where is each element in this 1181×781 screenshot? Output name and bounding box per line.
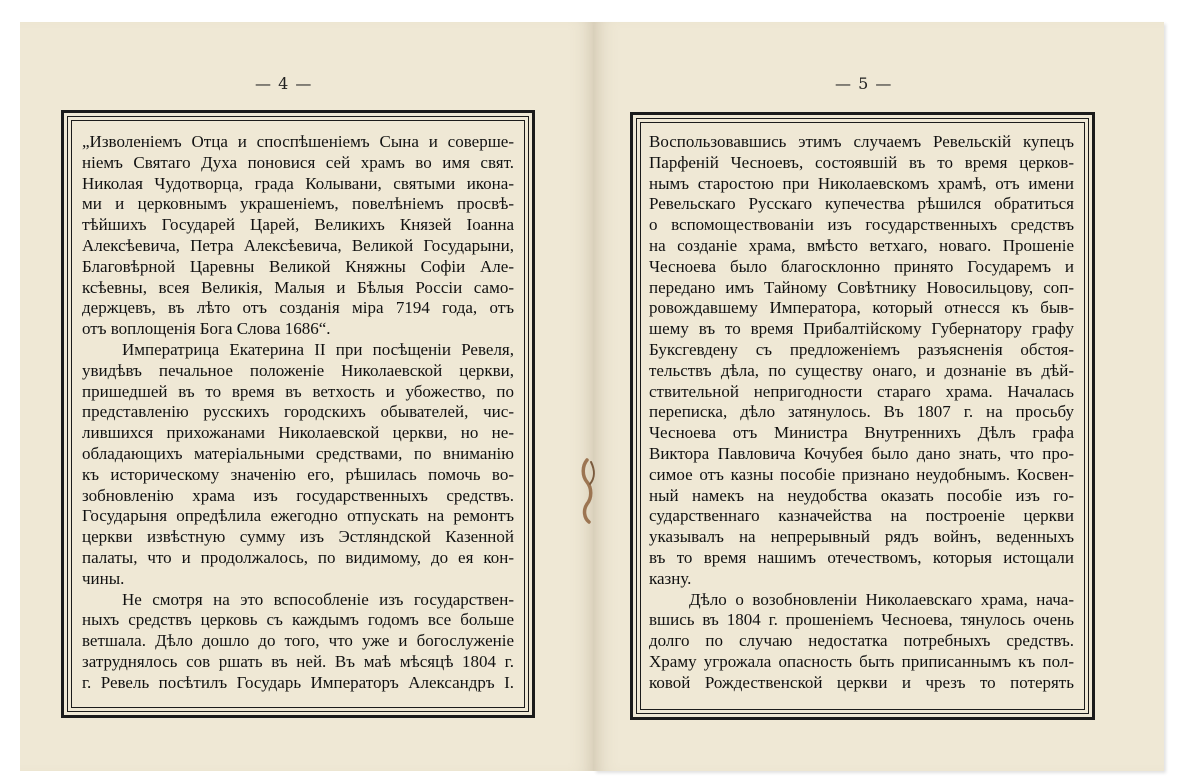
text-line: передано имъ Тайному Совѣтнику Новосильцову, соп-	[649, 277, 1074, 297]
text-line: тельствъ дѣла, по существу онаго, и дознаніе въ дѣй-	[649, 360, 1074, 380]
text-line: ксѣевны, всея Великія, Малыя и Бѣлыя Россіи само-	[82, 277, 514, 297]
text-line: чины.	[82, 568, 125, 588]
text-line: затруднялось сов ршать въ ней. Въ маѣ мѣсяцѣ 1804 г.	[82, 651, 514, 671]
text-line: Парфеній Чесноевъ, состоявшій въ то время церков-	[649, 152, 1074, 172]
text-line: о вспомоществованіи изъ государственныхъ средствъ	[649, 215, 1074, 235]
text-line: ковой Рождественской церкви и чрезъ то потерять	[649, 672, 1074, 692]
text-line: шему въ то время Прибалтійскому Губернатору графу	[649, 319, 1074, 339]
text-line: ми и церковнымъ украшеніемъ, повелѣніемъ просвѣ-	[82, 194, 514, 214]
text-line: Дѣло о возобновленіи Николаевскаго храма, нача-	[689, 589, 1074, 609]
text-line: обладающихъ матеріальными средствами, по вниманію	[82, 443, 514, 463]
text-line: держцевъ, въ лѣто отъ созданія міра 7194 года, отъ	[82, 298, 514, 318]
text-line: ніемъ Святаго Духа поновися сей храмъ во имя свят.	[82, 152, 514, 172]
text-line: Чеснoева было благосклонно принято Государемъ и	[649, 256, 1074, 276]
text-line: Храму угрожала опасность быть приписаннымъ къ пол-	[649, 651, 1074, 671]
text-line: сударственнаго казначейства на построеніе церкви	[649, 506, 1074, 526]
text-line: Николая Чудотворца, града Колывани, святыми икона-	[82, 173, 514, 193]
text-line: симое отъ казны пособіе признано неудобнымъ. Косвен-	[649, 464, 1074, 484]
text-line: палаты, что и продолжалось, по видимому, до ея кон-	[82, 547, 514, 567]
text-line: отъ воплощенія Бога Слова 1686“.	[82, 319, 331, 339]
text-line: Чеснoева отъ Министра Внутреннихъ Дѣлъ графа	[649, 423, 1074, 443]
staple-icon	[578, 458, 600, 524]
text-line: Государыня опредѣлила ежегодно отпускать на ремонтъ	[82, 506, 514, 526]
text-line: вшись въ 1804 г. прошеніемъ Чеснoева, тянулось очень	[649, 610, 1074, 630]
text-line: Алексѣевича, Петра Алексѣевича, Великой Государыни,	[82, 235, 514, 255]
text-line: Благовѣрной Царевны Великой Княжны Софіи Але-	[82, 256, 514, 276]
left-page-number: — 4 —	[255, 74, 313, 93]
text-line: Ревельскаго Русскаго купечества рѣшился обратиться	[649, 194, 1074, 214]
text-line: ровождавшему Императора, который отнесся къ быв-	[649, 298, 1074, 318]
text-line: Не смотря на это вспособленіе изъ государствен-	[122, 589, 514, 609]
right-page-text	[649, 132, 1074, 694]
text-line: „Изволеніемъ Отца и споспѣшеніемъ Сына и соверше-	[82, 132, 514, 151]
text-line: увидѣвъ печальное положеніе Николаевской церкви,	[82, 360, 514, 380]
text-line: тѣйшихъ Государей Царей, Великихъ Князей Іоанна	[82, 215, 514, 235]
text-line: казну.	[649, 568, 692, 588]
text-line: ный намекъ на неудобства оказать пособіе изъ го-	[649, 485, 1074, 505]
text-line: Буксгевдену съ предложеніемъ разъясненія обстоя-	[649, 339, 1074, 359]
text-line: зобновленію храма изъ государственныхъ средствъ.	[82, 485, 514, 505]
text-line: на созданіе храма, вмѣсто ветхаго, новаго. Прошеніе	[649, 235, 1074, 255]
text-line: долго по случаю недостатка потребныхъ средствъ.	[649, 631, 1074, 651]
text-line: церкви извѣстную сумму изъ Эстляндской Казенной	[82, 527, 514, 547]
text-line: Виктора Павловича Кочубея было дано знать, что про-	[649, 443, 1074, 463]
text-line: г. Ревель посѣтилъ Государь Императоръ Александръ I.	[82, 672, 514, 692]
right-page-number: — 5 —	[835, 74, 893, 93]
text-line: нымъ старостою при Николаевскомъ храмѣ, отъ имени	[649, 173, 1074, 193]
left-page-text	[82, 132, 514, 694]
text-line: лившихся прихожанами Николаевской церкви, но не-	[82, 423, 514, 443]
text-line: ветшала. Дѣло дошло до того, что уже и богослуженіе	[82, 631, 514, 651]
text-line: ствительной непригодности стараго храма. Началась	[649, 381, 1074, 401]
text-line: Воспользовавшись этимъ случаемъ Ревельскій купецъ	[649, 132, 1074, 151]
text-line: Императрица Екатерина II при посѣщеніи Ревеля,	[122, 339, 514, 359]
text-line: переписка, дѣло затянулось. Въ 1807 г. на просьбу	[649, 402, 1074, 422]
text-line: ныхъ средствъ церковь съ каждымъ годомъ все больше	[82, 610, 514, 630]
text-line: пришедшей въ то время въ ветхость и убожество, по	[82, 381, 514, 401]
text-line: представленію русскихъ городскихъ обывателей, чис-	[82, 402, 514, 422]
text-line: указывалъ на непрерывный рядъ войнъ, веденныхъ	[649, 527, 1074, 547]
text-line: къ историческому значенію его, рѣшилась помочь во-	[82, 464, 514, 484]
text-line: въ то время нашимъ отечествомъ, которыя истощали	[649, 547, 1074, 567]
